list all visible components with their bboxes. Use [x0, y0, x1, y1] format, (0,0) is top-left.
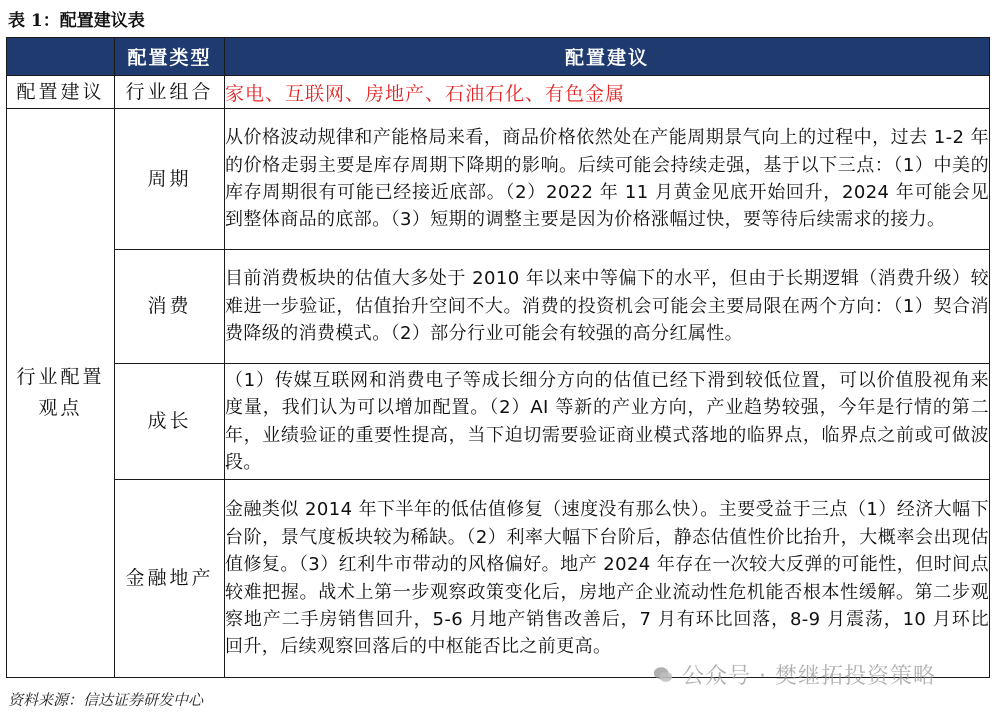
table-row — [7, 480, 990, 678]
summary-label: 配置建议 — [7, 76, 115, 109]
table-header-row — [7, 38, 990, 76]
summary-industries: 家电、互联网、房地产、石油石化、有色金属 — [225, 76, 990, 109]
wechat-icon — [652, 664, 674, 686]
watermark-text: 公众号 · 樊继拓投资策略 — [682, 664, 936, 689]
row-text-consumer: 目前消费板块的估值大多处于 2010 年以来中等偏下的水平，但由于长期逻辑（消费升级）较难进一步验证，估值抬升空间不大。消费的投资机会可能会主要局限在两个方向：（1）契合消费降级的消费模式。（2）部分行业可能会有较强的高分红属性。 — [225, 250, 990, 364]
row-text-finance-realestate: 金融类似 2014 年下半年的低估值修复（速度没有那么快）。主要受益于三点（1）经济大幅下台阶，景气度板块较为稀缺。（2）利率大幅下台阶后，静态估值性价比抬升，大概率会出现估值修复。（3）红利牛市带动的风格偏好。地产 2024 年存在一次较大反弹的可能性，但时间点较难把握。战术上第一步观察政策变化后，房地产企业流动性危机能否根本性缓解。第二步观察地产二手房销售回升，5-6 月地产销售改善后，7 月有环比回落，8-9 月震荡，10 月环比回升，后续观察回落后的中枢能否比之前更高。 — [225, 480, 990, 678]
row-type-finance-realestate: 金融地产 — [115, 480, 225, 678]
table-row — [7, 364, 990, 480]
row-type-growth: 成长 — [115, 364, 225, 480]
row-text-cycle: 从价格波动规律和产能格局来看，商品价格依然处在产能周期景气向上的过程中，过去 1-2 年的价格走弱主要是库存周期下降期的影响。后续可能会持续走强，基于以下三点：（1）中美的库存周期很有可能已经接近底部。（2）2022 年 11 月黄金见底开始回升，2024 年可能会见到整体商品的底部。（3）短期的调整主要是因为价格涨幅过快，要等待后续需求的接力。 — [225, 109, 990, 250]
allocation-table — [6, 37, 990, 678]
header-suggestion: 配置建议 — [225, 38, 990, 76]
watermark — [652, 659, 936, 690]
table-row — [7, 250, 990, 364]
header-blank-cell — [7, 38, 115, 76]
header-type: 配置类型 — [115, 38, 225, 76]
table-title: 表 1：配置建议表 — [8, 11, 145, 31]
row-type-cycle: 周期 — [115, 109, 225, 250]
group-label — [7, 109, 115, 678]
group-label-text: 行业配置观点 — [16, 366, 105, 419]
source-note: 资料来源：信达证券研发中心 — [8, 691, 204, 709]
table-row — [7, 109, 990, 250]
summary-row — [7, 76, 990, 109]
summary-type: 行业组合 — [115, 76, 225, 109]
row-type-consumer: 消费 — [115, 250, 225, 364]
row-text-growth: （1）传媒互联网和消费电子等成长细分方向的估值已经下滑到较低位置，可以价值股视角来度量，我们认为可以增加配置。（2）AI 等新的产业方向，产业趋势较强，今年是行情的第二年，业绩验证的重要性提高，当下迫切需要验证商业模式落地的临界点，临界点之前或可做波段。 — [225, 364, 990, 480]
